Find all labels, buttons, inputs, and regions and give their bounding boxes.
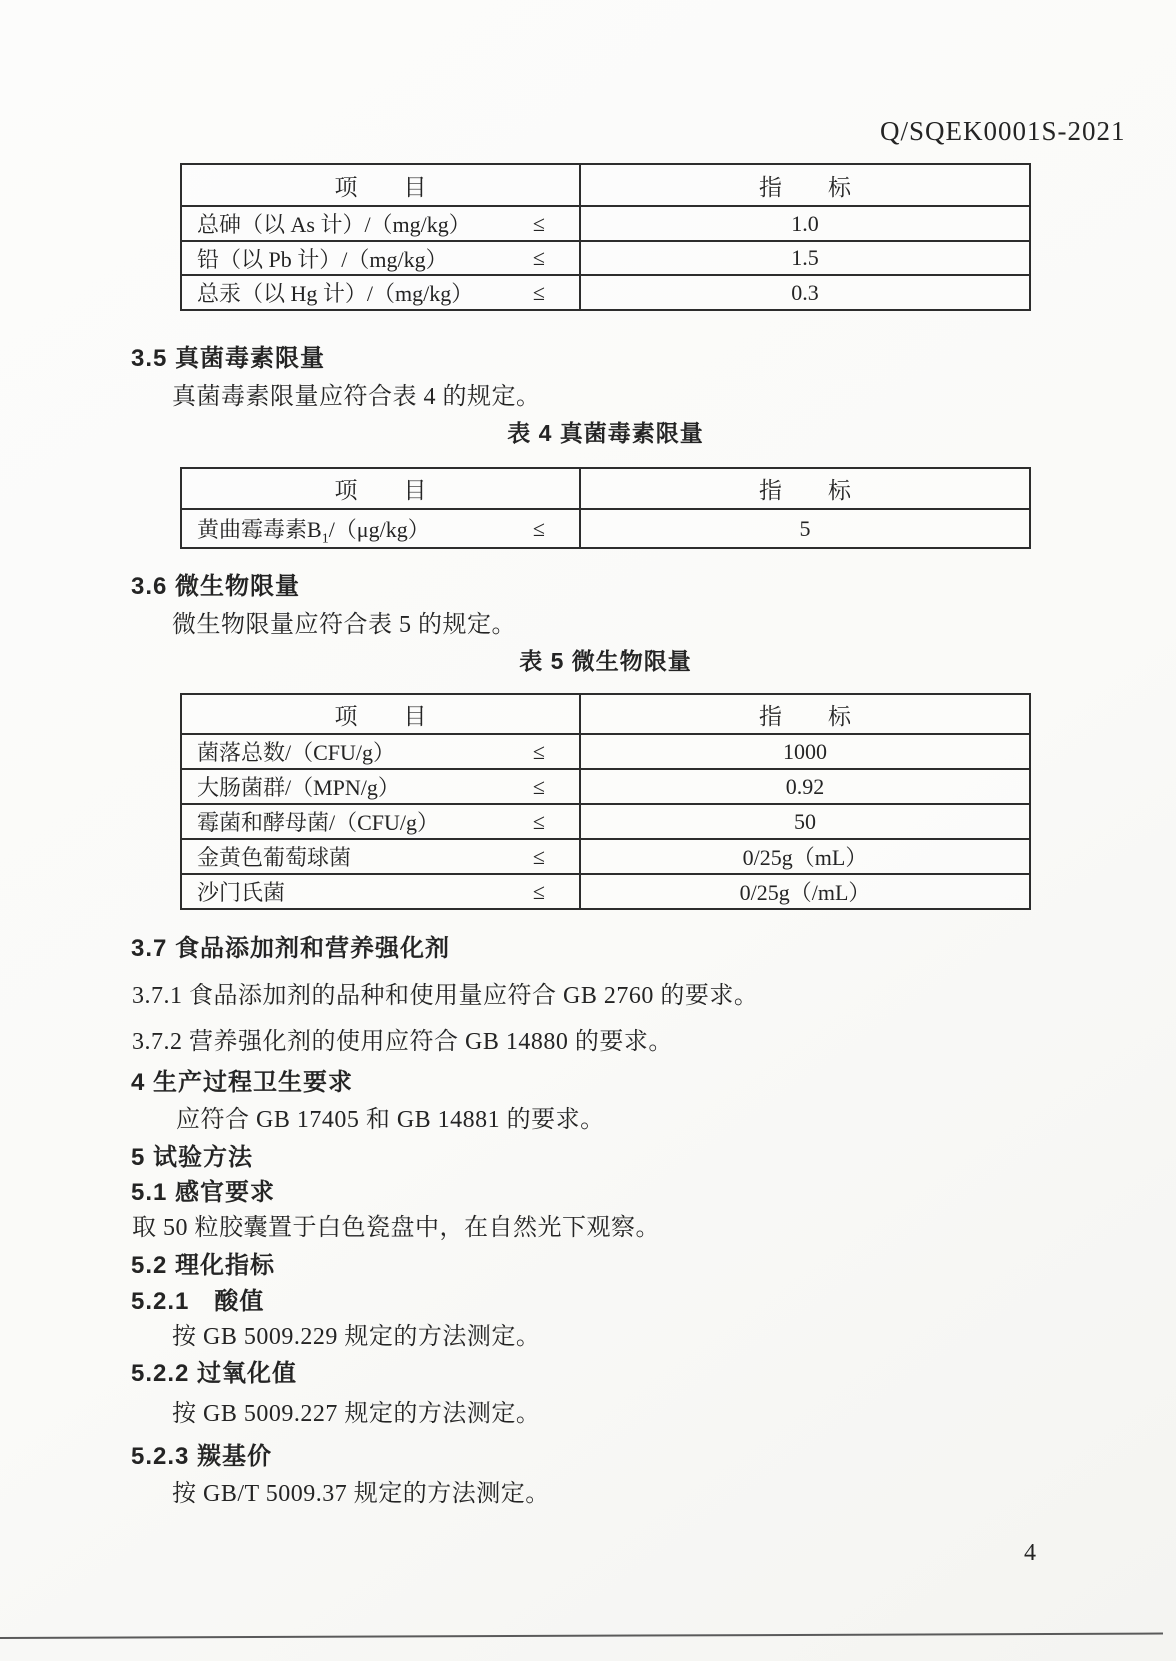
less-equal-symbol: ≤	[532, 210, 545, 236]
section-heading-5-2: 5.2 理化指标	[131, 1252, 276, 1279]
column-header-value: 指 标	[759, 703, 851, 729]
row-item-label: 铅（以 Pb 计）/（mg/kg）	[197, 246, 448, 272]
less-equal-symbol: ≤	[532, 515, 545, 541]
row-item-label: 霉菌和酵母菌/（CFU/g）	[197, 810, 440, 835]
row-value: 0/25g（mL）	[742, 845, 868, 870]
table4-caption: 表 4 真菌毒素限量	[507, 420, 704, 446]
section-heading-5-2-3: 5.2.3 羰基价	[131, 1443, 273, 1470]
section-heading-5-2-2: 5.2.2 过氧化值	[131, 1360, 298, 1387]
paragraph-5-1: 取 50 粒胶囊置于白色瓷盘中，在自然光下观察。	[132, 1215, 660, 1241]
row-item-label: 沙门氏菌	[197, 880, 286, 905]
table-row	[182, 838, 1029, 873]
document-number: Q/SQEK0001S-2021	[880, 116, 1126, 146]
table-row	[182, 240, 1029, 274]
row-value: 0/25g（/mL）	[739, 880, 871, 905]
table-header-row	[182, 165, 1029, 205]
row-value: 1.5	[791, 245, 819, 270]
column-header-value: 指 标	[759, 478, 851, 503]
row-value: 0.92	[785, 773, 825, 799]
column-header-item: 项 目	[182, 469, 581, 508]
less-equal-symbol: ≤	[532, 738, 545, 764]
paragraph-5-2-2: 按 GB 5009.227 规定的方法测定。	[172, 1401, 541, 1427]
table-row	[182, 733, 1029, 768]
row-item-label: 黄曲霉毒素$B_1/(\mu g/kg)$	[197, 517, 430, 547]
table-row	[182, 768, 1029, 803]
section-heading-5-2-1: 5.2.1 酸值	[131, 1288, 265, 1315]
paragraph-3-6: 微生物限量应符合表 5 的规定。	[172, 612, 516, 638]
section-heading-3-6: 3.6 微生物限量	[131, 573, 301, 600]
table5-caption: 表 5 微生物限量	[519, 648, 692, 674]
page-number: 4	[1024, 1540, 1036, 1566]
subscript: 1	[321, 531, 329, 547]
paragraph-5-2-1: 按 GB 5009.229 规定的方法测定。	[172, 1324, 541, 1350]
paragraph-3-5: 真菌毒素限量应符合表 4 的规定。	[172, 384, 541, 410]
less-equal-symbol: ≤	[532, 773, 545, 799]
table-row	[182, 274, 1029, 309]
paragraph-4: 应符合 GB 17405 和 GB 14881 的要求。	[176, 1107, 605, 1133]
row-item-label: 总汞（以 Hg 计）/（mg/kg）	[197, 281, 474, 306]
section-heading-3-5: 3.5 真菌毒素限量	[131, 345, 326, 372]
table-row	[182, 508, 1029, 547]
column-header-item: 项 目	[182, 165, 581, 205]
column-header-value: 指 标	[759, 174, 851, 200]
table-row	[182, 803, 1029, 838]
column-header-item: 项 目	[182, 695, 581, 733]
bottom-scan-line	[0, 1633, 1163, 1639]
table-row	[182, 873, 1029, 908]
row-item-label: 大肠菌群/（MPN/g）	[197, 775, 400, 800]
table-microbiological-limits	[180, 693, 1031, 910]
less-equal-symbol: ≤	[532, 279, 545, 305]
table-heavy-metal-limits	[180, 163, 1031, 311]
row-value: 1000	[783, 738, 827, 764]
table-mycotoxin-limits	[180, 467, 1031, 549]
less-equal-symbol: ≤	[532, 843, 545, 869]
row-value: 1.0	[791, 210, 819, 236]
table-header-row	[182, 469, 1029, 508]
less-equal-symbol: ≤	[532, 245, 545, 270]
table-header-row	[182, 695, 1029, 733]
row-value: 50	[794, 808, 816, 834]
section-heading-3-7: 3.7 食品添加剂和营养强化剂	[131, 935, 451, 962]
less-equal-symbol: ≤	[532, 878, 545, 904]
less-equal-symbol: ≤	[532, 808, 545, 834]
row-item-label: 菌落总数/（CFU/g）	[197, 740, 396, 765]
section-heading-5-1: 5.1 感官要求	[131, 1179, 276, 1206]
section-heading-5: 5 试验方法	[131, 1144, 254, 1171]
row-item-label: 总砷（以 As 计）/（mg/kg）	[197, 212, 471, 237]
paragraph-3-7-1: 3.7.1 食品添加剂的品种和使用量应符合 GB 2760 的要求。	[132, 983, 759, 1009]
row-value: 0.3	[791, 279, 819, 305]
row-item-label: 金黄色葡萄球菌	[197, 845, 352, 870]
row-value: 5	[799, 515, 811, 541]
section-heading-4: 4 生产过程卫生要求	[131, 1069, 354, 1096]
paragraph-5-2-3: 按 GB/T 5009.37 规定的方法测定。	[172, 1481, 550, 1507]
paragraph-3-7-2: 3.7.2 营养强化剂的使用应符合 GB 14880 的要求。	[132, 1029, 673, 1055]
table-row	[182, 205, 1029, 240]
